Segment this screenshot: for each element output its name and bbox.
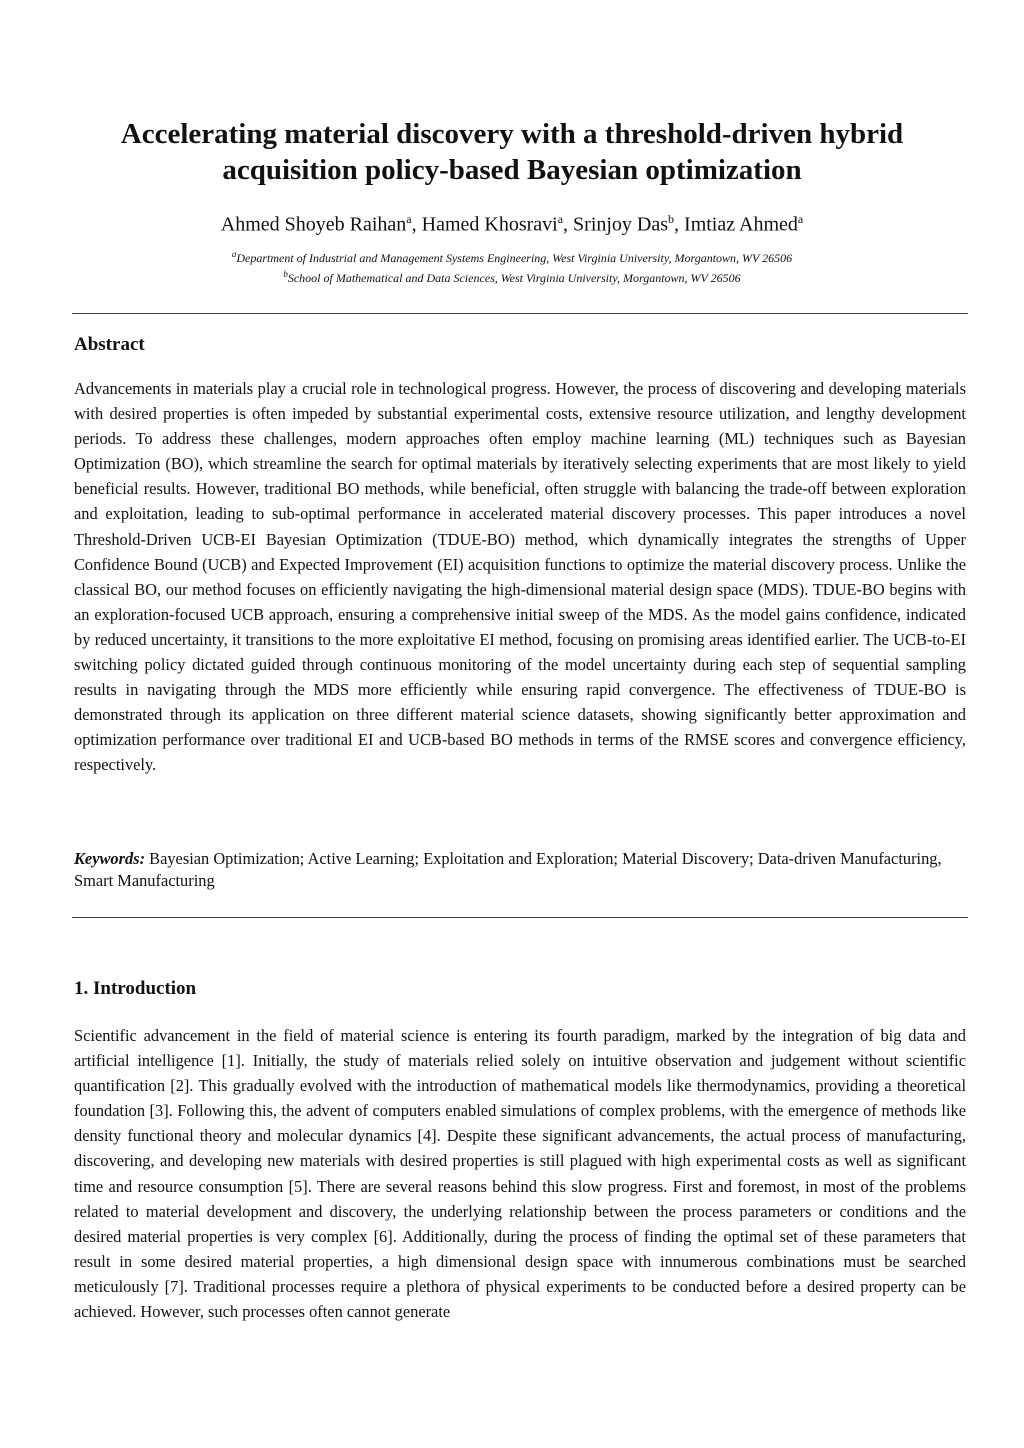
keywords-label: Keywords: [74, 849, 146, 868]
affiliation-mark: a [231, 249, 237, 259]
keywords [74, 848, 966, 892]
abstract-heading: Abstract [74, 334, 145, 355]
author-name: Ahmed Shoyeb Raihan [220, 213, 407, 236]
author-separator: , [563, 213, 574, 236]
author-name: Hamed Khosravi [421, 213, 558, 236]
affiliation-text: Department of Industrial and Management Systems Engineering, West Virginia University, Morgantown, WV 26506 [236, 251, 793, 265]
introduction-heading: 1. Introduction [74, 978, 197, 999]
author-affiliation-mark: a [557, 212, 564, 226]
author-separator: , [674, 213, 685, 236]
affiliation-line [60, 246, 964, 266]
keywords-text: Bayesian Optimization; Active Learning; Exploitation and Exploration; Material Discovery; Data-driven Manufacturing, Smart Manufacturing [74, 849, 942, 890]
author-separator: , [411, 213, 422, 236]
affiliation-list [60, 246, 964, 286]
affiliation-text: School of Mathematical and Data Sciences, West Virginia University, Morgantown, WV 26506 [287, 271, 741, 285]
author-affiliation-mark: a [406, 212, 412, 226]
author-affiliation-mark: b [668, 212, 675, 226]
paper-title-line-1: Accelerating material discovery with a threshold-driven hybrid [120, 118, 904, 150]
author-list [60, 206, 964, 238]
author-name: Imtiaz Ahmed [684, 213, 798, 236]
paper-title [60, 116, 964, 188]
introduction-text: Scientific advancement in the field of material science is entering its fourth paradigm, marked by the integration of big data and artificial intelligence [1]. Initially, the study of materials relied solely on intuitive observation and judgement without scientific quantification [2]. This gradually evolved with the introduction of mathematical models like thermodynamics, providing a theoretical foundation [3]. Following this, the advent of computers enabled simulations of complex problems, with the emergence of methods like density functional theory and molecular dynamics [4]. Despite these significant advancements, the actual process of manufacturing, discovering, and developing new materials with desired properties is still plagued with high experimental costs as well as significant time and resource consumption [5]. There are several reasons behind this slow progress. First and foremost, in most of the problems related to material development and discovery, the underlying relationship between the process parameters or conditions and the desired material properties is very complex [6]. Additionally, during the process of finding the optimal set of these parameters that result in some desired material properties, a high dimensional design space with innumerous combinations must be searched meticulously [7]. Traditional processes require a plethora of physical experiments to be conducted before a desired property can be achieved. However, such processes often cannot generate [74, 1026, 966, 1322]
author-affiliation-mark: a [797, 212, 804, 226]
abstract-text: Advancements in materials play a crucial role in technological progress. However, the process of discovering and developing materials with desired properties is often impeded by substantial experimental costs, extensive resource utilization, and lengthy development periods. To address these challenges, modern approaches often employ machine learning (ML) techniques such as Bayesian Optimization (BO), which streamline the search for optimal materials by iteratively selecting experiments that are most likely to yield beneficial results. However, traditional BO methods, while beneficial, often struggle with balancing the trade-off between exploration and exploitation, leading to sub-optimal performance in accelerated material discovery processes. This paper introduces a novel Threshold-Driven UCB-EI Bayesian Optimization (TDUE-BO) method, which dynamically integrates the strengths of Upper Confidence Bound (UCB) and Expected Improvement (EI) acquisition functions to optimize the material discovery process. Unlike the classical BO, our method focuses on efficiently navigating the high-dimensional material design space (MDS). TDUE-BO begins with an exploration-focused UCB approach, ensuring a comprehensive initial sweep of the MDS. As the model gains confidence, indicated by reduced uncertainty, it transitions to the more exploitative EI method, focusing on promising areas identified earlier. The UCB-to-EI switching policy dictated guided through continuous monitoring of the model uncertainty during each step of sequential sampling results in navigating through the MDS more efficiently while ensuring rapid convergence. The effectiveness of TDUE-BO is demonstrated through its application on three different material science datasets, showing significantly better approximation and optimization performance over traditional EI and UCB-based BO methods in terms of the RMSE scores and convergence efficiency, respectively. [74, 379, 966, 775]
affiliation-line [60, 266, 964, 286]
abstract-bottom-divider [72, 917, 968, 918]
abstract-top-divider [72, 313, 968, 314]
author-name: Srinjoy Das [573, 213, 669, 236]
affiliation-mark: b [283, 269, 288, 279]
paper-title-line-2: acquisition policy-based Bayesian optimization [222, 154, 802, 186]
